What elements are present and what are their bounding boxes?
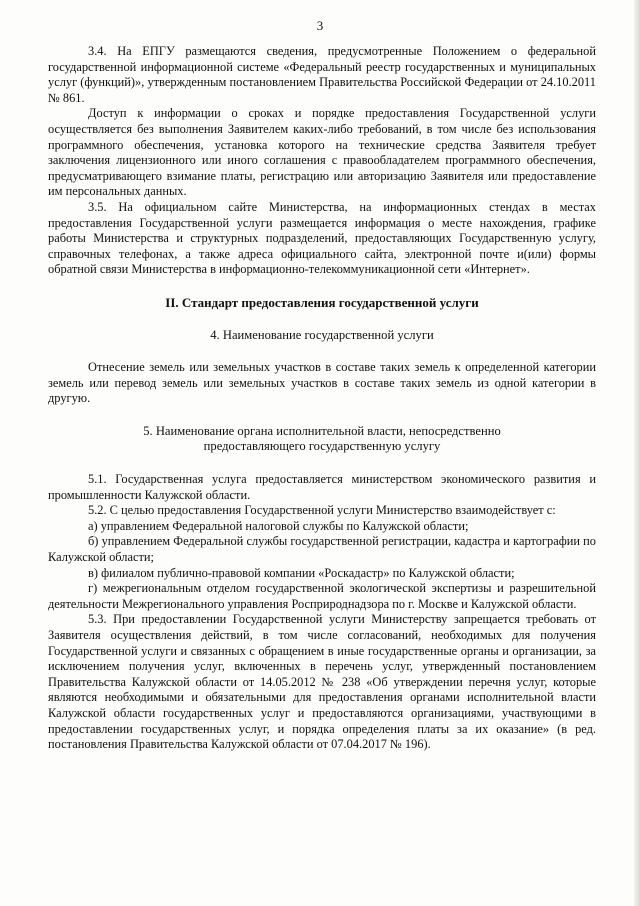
- document-body: [48, 44, 596, 753]
- list-item-v: в) филиалом публично-правовой компании «Роскадастр» по Калужской области;: [88, 565, 515, 580]
- paragraph-5-3: 5.3. При предоставлении Государственной услуги Министерству запрещается требовать от Заявителя осуществления действий, в том числе согласований, необходимых для получения Государственной услуги и связанных с обращением в иные государственные органы и организации, за исключением получения услуг, включенных в перечень услуг, утвержденный постановлением Правительства Калужской области от 14.05.2012 № 238 «Об утверждении перечня услуг, которые являются необходимыми и обязательными для предоставления органами исполнительной власти Калужской области государственных услуг и предоставляются организациями, участвующими в предоставлении государственных услуг, и порядка определения платы за их оказание» (в ред. постановления Правительства Калужской области от 07.04.2017 № 196).: [48, 612, 596, 752]
- paragraph-3-4: 3.4. На ЕПГУ размещаются сведения, предусмотренные Положением о федеральной государственной информационной системе «Федеральный реестр государственных и муниципальных услуг (функций)», утвержденным постановлением Правительства Российской Федерации от 24.10.2011 № 861.: [48, 44, 596, 105]
- page-number: 3: [316, 18, 324, 33]
- paragraph-5-1: 5.1. Государственная услуга предоставляется министерством экономического развития и промышленности Калужской области.: [48, 472, 596, 502]
- scan-edge: [634, 0, 640, 906]
- paragraph-3-5: 3.5. На официальном сайте Министерства, на информационных стендах в местах предоставления Государственной услуги размещается информация о месте нахождения, графике работы Министерства и структурных подразделений, предоставляющих Государственную услугу, справочных телефонах, а также адреса официального сайта, электронной почте и(или) формы обратной связи Министерства в информационно-телекоммуникационной сети «Интернет».: [48, 199, 596, 277]
- heading-5-line-2: предоставляющего государственную услугу: [203, 439, 441, 454]
- list-item-g: г) межрегиональным отделом государственной экологической экспертизы и разрешительной деятельности Межрегионального управления Росприроднадзора по г. Москве и Калужской области.: [48, 581, 596, 611]
- heading-4: 4. Наименование государственной услуги: [210, 327, 434, 342]
- paragraph-5-2: 5.2. С целью предоставления Государственной услуги Министерство взаимодействует с:: [88, 503, 556, 518]
- list-item-a: а) управлением Федеральной налоговой службы по Калужской области;: [88, 518, 469, 533]
- list-item-b: б) управлением Федеральной службы государственной регистрации, кадастра и картографии по Калужской области;: [48, 534, 596, 565]
- paragraph-access: Доступ к информации о сроках и порядке предоставления Государственной услуги осуществляется без выполнения Заявителем каких-либо требований, в том числе без использования программного обеспечения, установка которого на технические средства Заявителя требует заключения лицензионного или иного соглашения с правообладателем программного обеспечения, предусматривающего взимание платы, регистрацию или авторизацию Заявителя или предоставление им персональных данных.: [48, 106, 596, 199]
- section-heading-ii: II. Стандарт предоставления государственной услуги: [165, 294, 479, 310]
- heading-5-line-1: 5. Наименование органа исполнительной власти, непосредственно: [143, 423, 501, 438]
- paragraph-service-name: Отнесение земель или земельных участков в составе таких земель к определенной категории земель или перевод земель или земельных участков в составе таких земель из одной категории в другую.: [48, 360, 596, 406]
